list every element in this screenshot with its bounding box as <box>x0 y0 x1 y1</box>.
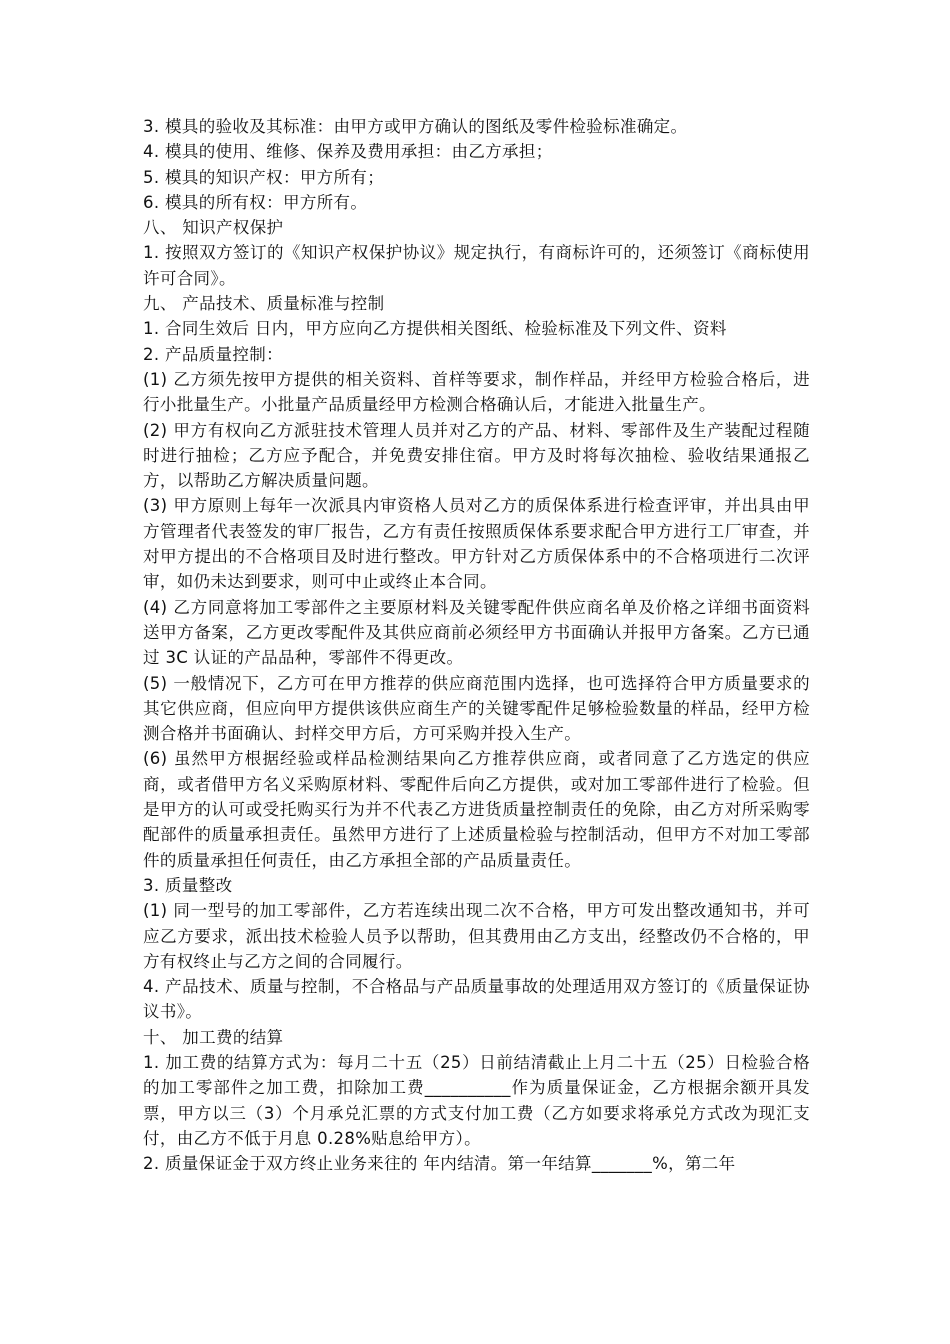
paragraph-documents: 1. 合同生效后 日内，甲方应向乙方提供相关图纸、检验标准及下列文件、资料 <box>143 319 727 339</box>
paragraph-quality-control: 2. 产品质量控制： <box>143 344 283 364</box>
paragraph-quality-agreement: 4. 产品技术、质量与控制，不合格品与产品质量事故的处理适用双方签订的《质量保证协议书》。 <box>143 977 810 1022</box>
paragraph-qc-6: (6) 虽然甲方根据经验或样品检测结果向乙方推荐供应商，或者同意了乙方选定的供应商，或者借甲方名义采购原材料、零配件后向乙方提供，或对加工零部件进行了检验。但是甲方的认可或受托购买行为并不代表乙方进货质量控制责任的免除，由乙方对所采购零配部件的质量承担责任。虽然甲方进行了上述质量检验与控制活动，但甲方不对加工零部件的质量承担任何责任，由乙方承担全部的产品质量责任。 <box>143 749 810 870</box>
paragraph-settlement-2: 2. 质量保证金于双方终止业务来往的 年内结清。第一年结算_______%，第二年 <box>143 1154 736 1174</box>
paragraph-mold-ip: 5. 模具的知识产权：甲方所有； <box>143 167 385 187</box>
paragraph-qc-5: (5) 一般情况下，乙方可在甲方推荐的供应商范围内选择，也可选择符合甲方质量要求的其它供应商，但应向甲方提供该供应商生产的关键零配件足够检验数量的样品，经甲方检测合格并书面确认、封样交甲方后，方可采购并投入生产。 <box>143 673 810 744</box>
paragraph-qc-2: (2) 甲方有权向乙方派驻技术管理人员并对乙方的产品、材料、零部件及生产装配过程随时进行抽检；乙方应予配合，并免费安排住宿。甲方及时将每次抽检、验收结果通报乙方，以帮助乙方解决质量问题。 <box>143 420 810 491</box>
section-heading-quality: 九、 产品技术、质量标准与控制 <box>143 294 385 314</box>
paragraph-mold-acceptance: 3. 模具的验收及其标准：由甲方或甲方确认的图纸及零件检验标准确定。 <box>143 117 688 136</box>
paragraph-ip-agreement: 1. 按照双方签订的《知识产权保护协议》规定执行，有商标许可的，还须签订《商标使用许可合同》。 <box>143 243 810 288</box>
paragraph-qc-4: (4) 乙方同意将加工零部件之主要原材料及关键零配件供应商名单及价格之详细书面资料送甲方备案，乙方更改零配件及其供应商前必须经甲方书面确认并报甲方备案。乙方已通过 3C 认证的产品品种，零部件不得更改。 <box>143 597 810 668</box>
section-heading-ip-protection: 八、 知识产权保护 <box>143 218 284 238</box>
paragraph-qc-1: (1) 乙方须先按甲方提供的相关资料、首样等要求，制作样品，并经甲方检验合格后，进行小批量生产。小批量产品质量经甲方检测合格确认后，才能进入批量生产。 <box>143 369 810 415</box>
paragraph-rectification: 3. 质量整改 <box>143 875 233 895</box>
section-heading-settlement: 十、 加工费的结算 <box>143 1027 284 1047</box>
paragraph-qc-3: (3) 甲方原则上每年一次派具内审资格人员对乙方的质保体系进行检查评审，并出具由甲方管理者代表签发的审厂报告，乙方有责任按照质保体系要求配合甲方进行工厂审查，并对甲方提出的不合格项目及时进行整改。甲方针对乙方质保体系中的不合格项进行二次评审，如仍未达到要求，则可中止或终止本合同。 <box>143 496 810 592</box>
paragraph-mold-maintenance: 4. 模具的使用、维修、保养及费用承担：由乙方承担； <box>143 142 553 162</box>
paragraph-mold-ownership: 6. 模具的所有权：甲方所有。 <box>143 192 368 212</box>
paragraph-settlement-1: 1. 加工费的结算方式为：每月二十五（25）日前结清截止上月二十五（25）日检验合格的加工零部件之加工费，扣除加工费__________作为质量保证金，乙方根据余额开具发票，甲方以三（3）个月承兑汇票的方式支付加工费（乙方如要求将承兑方式改为现汇支付，由乙方不低于月息 0.28%贴息给甲方）。 <box>143 1052 810 1148</box>
document-body <box>143 114 810 1176</box>
paragraph-rectification-1: (1) 同一型号的加工零部件，乙方若连续出现二次不合格，甲方可发出整改通知书，并可应乙方要求，派出技术检验人员予以帮助，但其费用由乙方支出，经整改仍不合格的，甲方有权终止与乙方之间的合同履行。 <box>143 901 810 971</box>
